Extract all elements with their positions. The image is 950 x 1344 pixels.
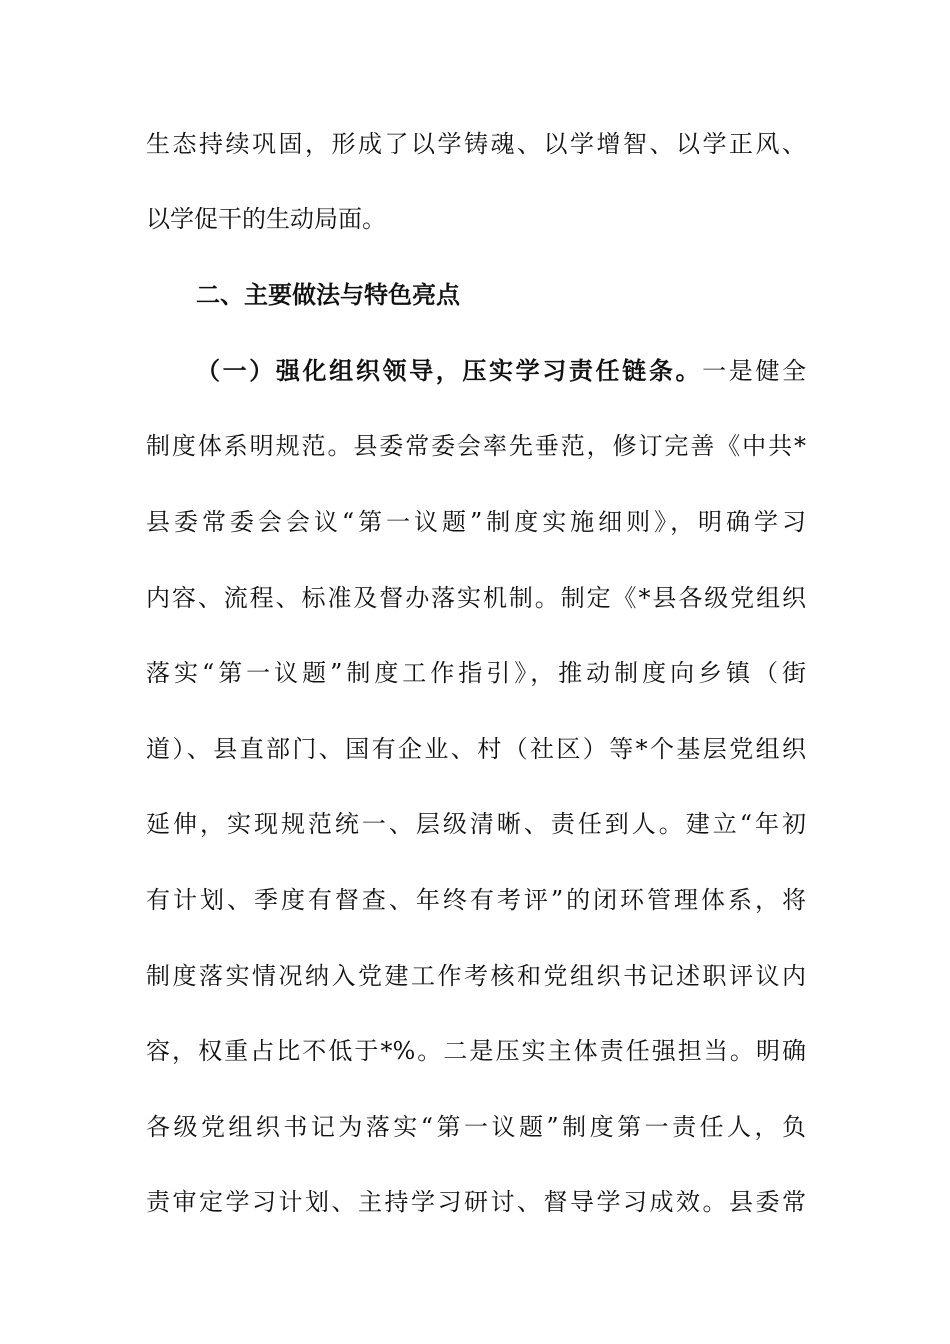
- subsection-title: （一）强化组织领导，压实学习责任链条。: [196, 357, 703, 385]
- body-line-5: 道）、县直部门、国有企业、村（社区）等*个基层党组织: [146, 735, 806, 763]
- intro-line-1: 生态持续巩固，形成了以学铸魂、以学增智、以学正风、: [146, 130, 806, 158]
- body-line-10: 各级党组织书记为落实“第一议题”制度第一责任人，负: [146, 1113, 806, 1141]
- body-line-11: 责审定学习计划、主持学习研讨、督导学习成效。县委常: [146, 1188, 806, 1216]
- body-line-4: 落实“第一议题”制度工作指引》，推动制度向乡镇（街: [146, 659, 806, 687]
- section-heading: 二、主要做法与特色亮点: [196, 281, 460, 309]
- body-line-3: 内容、流程、标准及督办落实机制。制定《*县各级党组织: [146, 584, 806, 612]
- subsection-first-line: [196, 351, 806, 391]
- body-line-7: 有计划、季度有督查、年终有考评”的闭环管理体系，将: [146, 886, 806, 914]
- body-line-9: 容，权重占比不低于*%。二是压实主体责任强担当。明确: [146, 1037, 806, 1065]
- body-line-1: 制度体系明规范。县委常委会率先垂范，修订完善《中共*: [146, 432, 806, 460]
- intro-line-2: 以学促干的生动局面。: [146, 205, 386, 233]
- subsection-first-line-rest: 一是健全: [702, 357, 806, 385]
- body-line-6: 延伸，实现规范统一、层级清晰、责任到人。建立“年初: [146, 810, 806, 838]
- body-line-2: 县委常委会会议“第一议题”制度实施细则》，明确学习: [146, 508, 806, 536]
- body-line-8: 制度落实情况纳入党建工作考核和党组织书记述职评议内: [146, 962, 806, 990]
